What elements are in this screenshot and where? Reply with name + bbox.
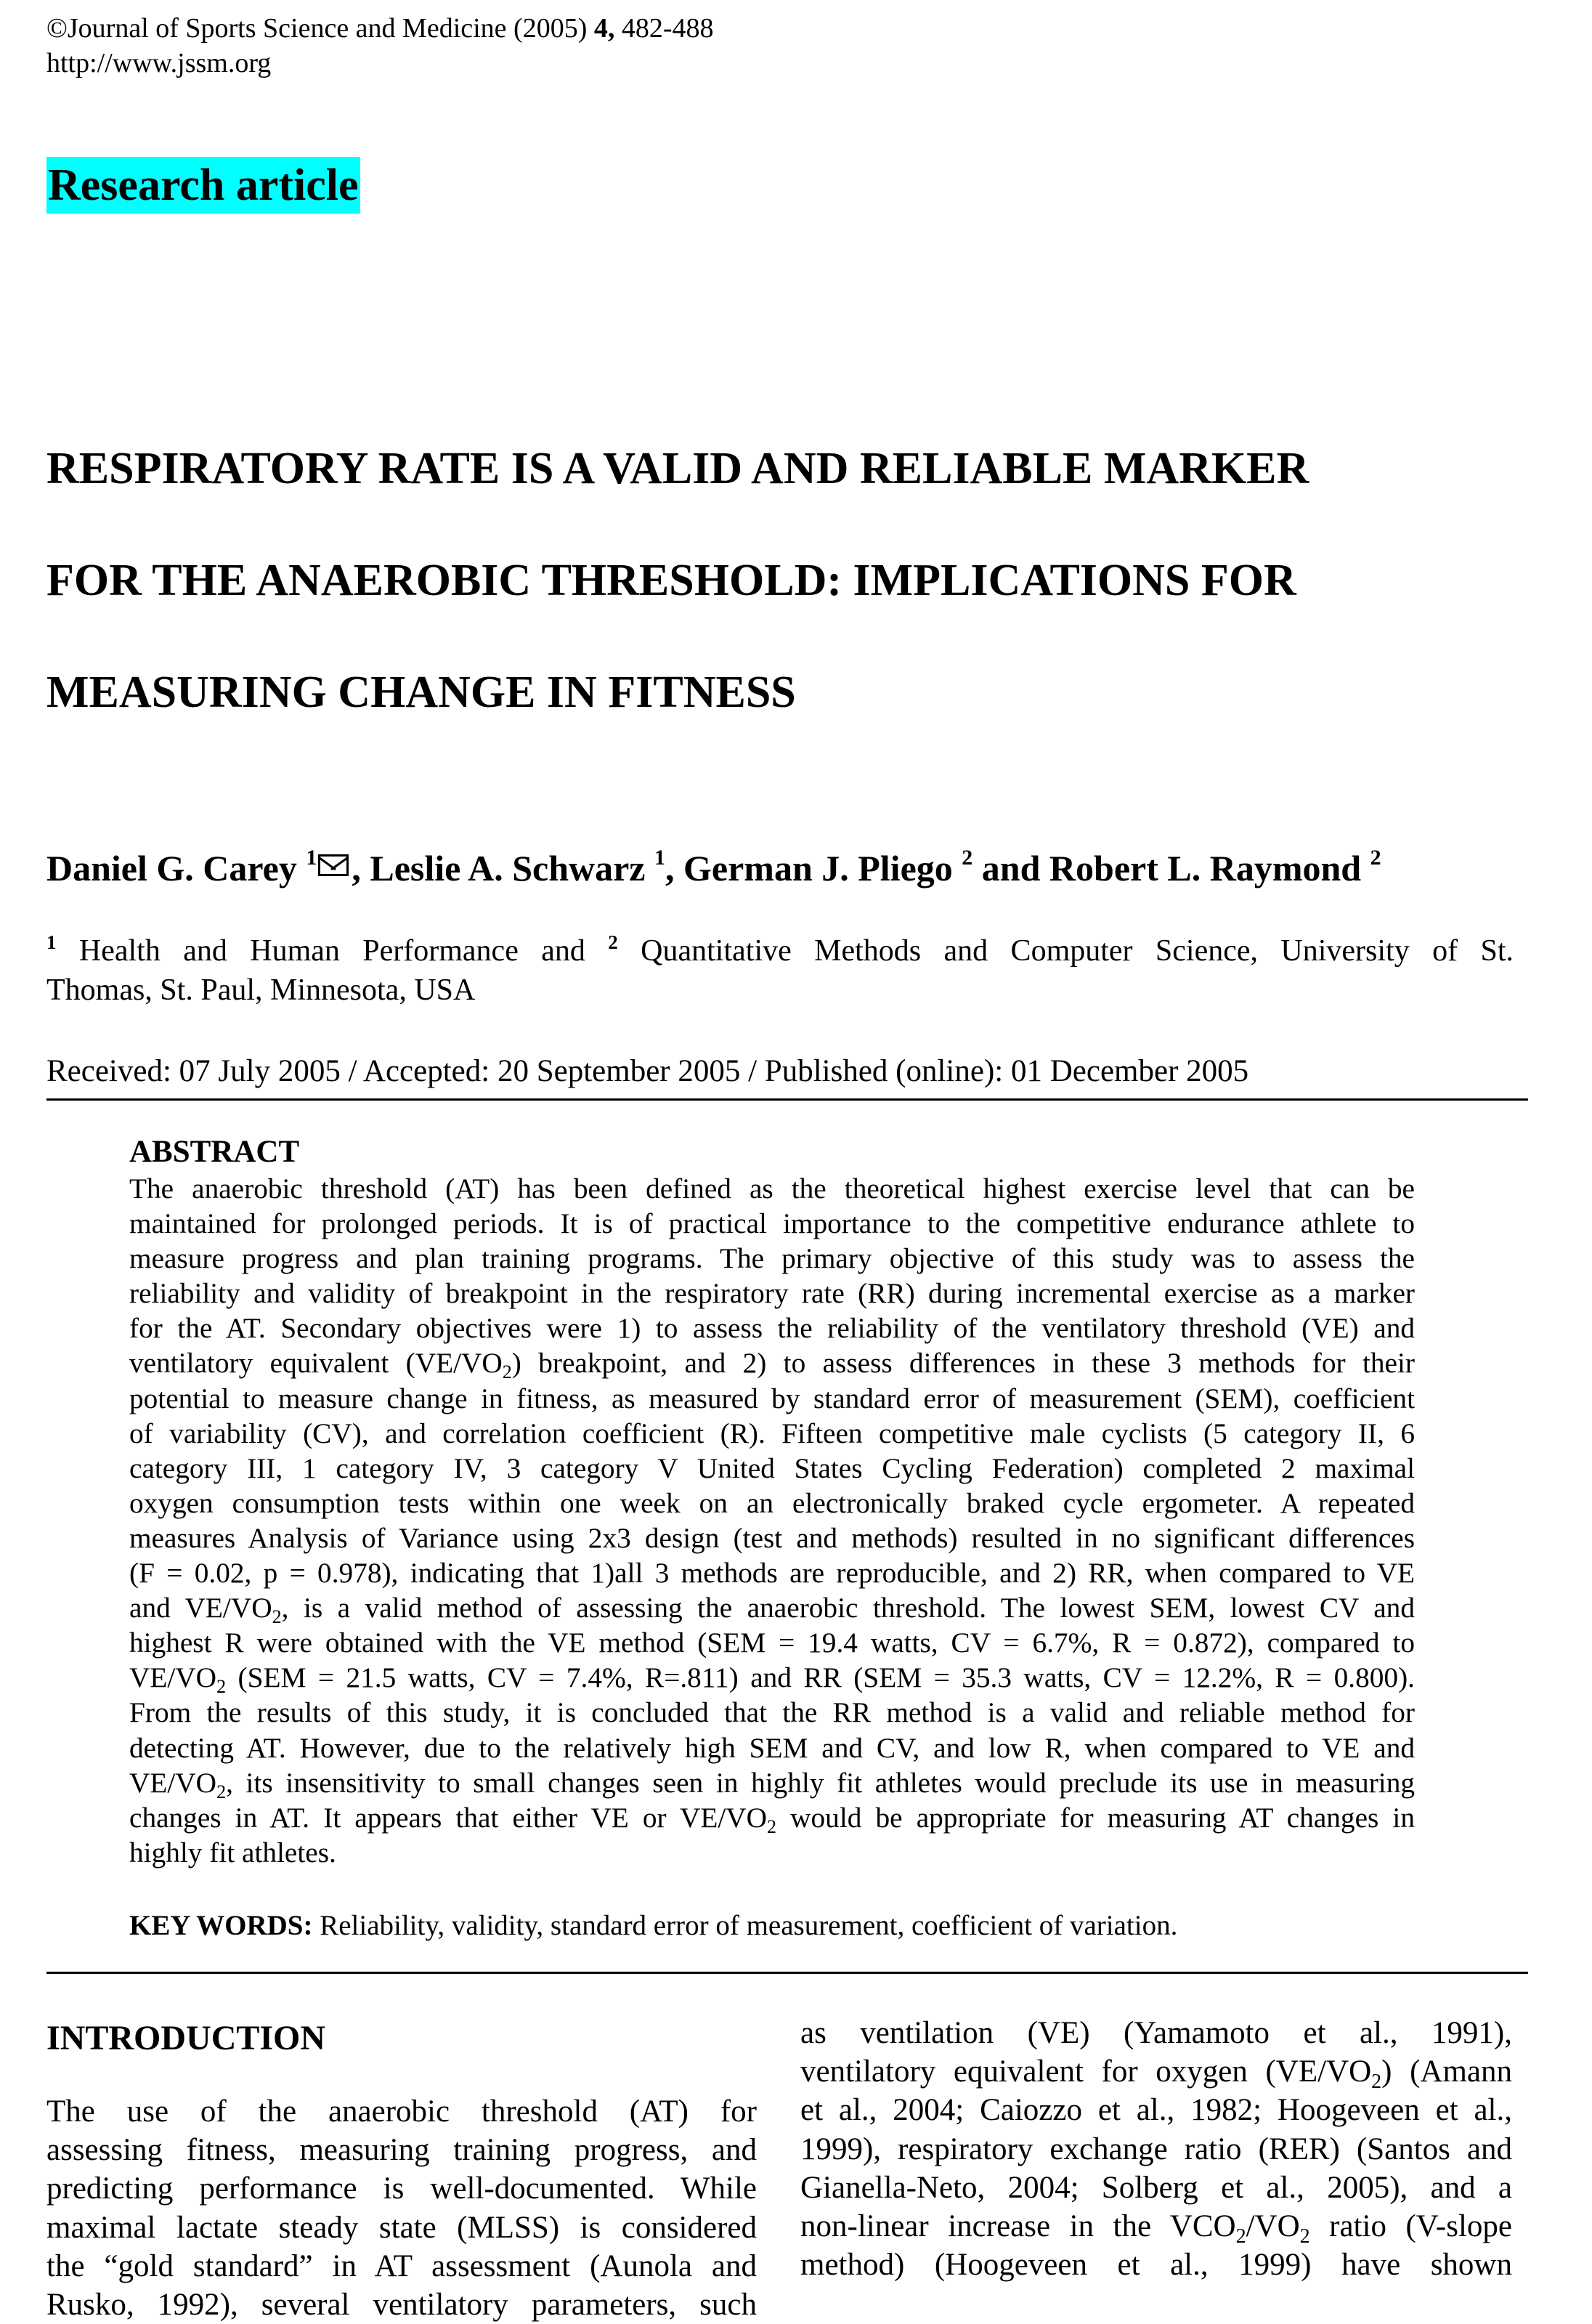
text-line: method) (Hoogeveen et al., 1999) have shown <box>800 2248 1512 2283</box>
text-line: $VE/VO_2$, its insensitivity to small changes seen in highly fit athletes would preclude its use in measuring <box>129 1766 1415 1802</box>
text-line: et al., 2004; Caiozzo et al., 1982; Hoogeveen et al., <box>800 2093 1512 2128</box>
text-line: From the results of this study, it is concluded that the RR method is a valid and reliable method for <box>129 1696 1415 1729</box>
title-line: MEASURING CHANGE IN FITNESS <box>46 668 796 717</box>
text-line: and $VE/VO_2$, is a valid method of assessing the anaerobic threshold. The lowest SEM, lowest CV and <box>129 1592 1415 1628</box>
affiliation-line: Thomas, St. Paul, Minnesota, USA <box>46 973 476 1007</box>
journal-url[interactable]: http://www.jssm.org <box>46 48 272 78</box>
abstract-section <box>129 1133 1415 1870</box>
envelope-icon[interactable] <box>318 854 349 876</box>
text-line: The anaerobic threshold (AT) has been defined as the theoretical highest exercise level that can be <box>129 1173 1415 1204</box>
abstract-body <box>129 1171 1415 1870</box>
text-line: potential to measure change in fitness, as measured by standard error of measurement (SEM), coefficient <box>129 1382 1415 1414</box>
text-line: as ventilation (VE) (Yamamoto et al., 1991), <box>800 2016 1512 2050</box>
author-affiliation-mark: 1 <box>654 846 666 870</box>
text-line: for the AT. Secondary objectives were 1) to assess the reliability of the ventilatory threshold (VE) and <box>129 1312 1415 1345</box>
author-list <box>46 843 1381 894</box>
text-line: ventilatory equivalent $(VE/VO_2)$ breakpoint, and 2) to assess differences in these 3 methods for their <box>129 1347 1416 1383</box>
keywords <box>129 1908 1177 1944</box>
journal-name: ©Journal of Sports Science and Medicine (2005) <box>46 13 594 44</box>
text-line: The use of the anaerobic threshold (AT) for <box>46 2094 757 2129</box>
text-line: reliability and validity of breakpoint in the respiratory rate (RR) during incremental exercise as a marker <box>129 1277 1415 1310</box>
text-line: measures Analysis of Variance using 2x3 design (test and methods) resulted in no significant differences <box>129 1521 1415 1554</box>
text-line: non-linear increase in the $VCO_2/VO_2$ ratio (V-slope <box>800 2209 1512 2248</box>
journal-volume: 4, <box>593 13 615 44</box>
affiliation-line: $^1$ Health and Human Performance and $^2$ Quantitative Methods and Computer Science, University of St. <box>46 931 1514 968</box>
text-line: Rusko, 1992), several ventilatory parameters, such <box>46 2288 757 2323</box>
article-type-badge: Research article <box>46 157 360 214</box>
text-line: ventilatory equivalent for oxygen $(VE/VO_2)$ (Amann <box>800 2054 1512 2094</box>
text-line: highly fit athletes. <box>129 1836 336 1868</box>
article-title <box>46 413 1535 748</box>
text-line: detecting AT. However, due to the relatively high SEM and CV, and low R, when compared to VE and <box>129 1731 1415 1764</box>
divider <box>46 1098 1528 1101</box>
keywords-text: Reliability, validity, standard error of measurement, coefficient of variation. <box>312 1910 1178 1941</box>
author-name: Robert L. Raymond <box>1049 848 1370 888</box>
author-separator: and <box>972 848 1049 888</box>
text-line: measure progress and plan training programs. The primary objective of this study was to assess the <box>129 1242 1415 1275</box>
author-separator: , <box>352 848 370 888</box>
keywords-label: KEY WORDS: <box>129 1910 313 1941</box>
text-line: category III, 1 category IV, 3 category V United States Cycling Federation) completed 2 maximal <box>129 1452 1415 1484</box>
text-line: (F = 0.02, p = 0.978), indicating that 1)all 3 methods are reproducible, and 2) RR, when compared to VE <box>129 1557 1415 1590</box>
title-line: FOR THE ANAEROBIC THRESHOLD: IMPLICATIONS FOR <box>46 556 1296 605</box>
text-line: $VE/VO_2$ (SEM = 21.5 watts, CV = 7.4%, R=.811) and RR (SEM = 35.3 watts, CV = 12.2%, R = 0.800). <box>129 1661 1415 1698</box>
text-line: maximal lactate steady state (MLSS) is considered <box>46 2210 757 2245</box>
journal-citation <box>46 10 714 46</box>
introduction-heading: INTRODUCTION <box>46 2019 326 2057</box>
text-line: oxygen consumption tests within one week on an electronically braked cycle ergometer. A repeated <box>129 1486 1415 1519</box>
divider <box>46 1972 1528 1974</box>
journal-pages: 482-488 <box>614 13 714 44</box>
text-line: 1999), respiratory exchange ratio (RER) (Santos and <box>800 2131 1512 2166</box>
affiliations <box>46 931 1514 1010</box>
introduction-right-column <box>800 2014 1512 2284</box>
title-line: RESPIRATORY RATE IS A VALID AND RELIABLE MARKER <box>46 444 1309 493</box>
publication-dates: Received: 07 July 2005 / Accepted: 20 September 2005 / Published (online): 01 December 2005 <box>46 1054 1249 1088</box>
author-affiliation-mark: 1 <box>306 846 317 870</box>
introduction-left-column <box>46 2092 757 2324</box>
author-name: German J. Pliego <box>683 848 962 888</box>
text-line: maintained for prolonged periods. It is of practical importance to the competitive endurance athlete to <box>129 1207 1415 1240</box>
text-line: Gianella-Neto, 2004; Solberg et al., 2005), and a <box>800 2170 1512 2205</box>
author-name: Leslie A. Schwarz <box>370 848 655 888</box>
text-line: of variability (CV), and correlation coefficient (R). Fifteen competitive male cyclists (5 category II, 6 <box>129 1417 1415 1449</box>
text-line: changes in AT. It appears that either VE or $VE/VO_2$ would be appropriate for measuring AT changes in <box>129 1801 1415 1837</box>
text-line: highest R were obtained with the VE method (SEM = 19.4 watts, CV = 6.7%, R = 0.872), compared to <box>129 1627 1415 1659</box>
abstract-heading: ABSTRACT <box>129 1135 300 1169</box>
text-line: assessing fitness, measuring training progress, and <box>46 2133 757 2168</box>
author-affiliation-mark: 2 <box>1370 846 1381 870</box>
text-line: the “gold standard” in AT assessment (Aunola and <box>46 2248 757 2283</box>
author-affiliation-mark: 2 <box>962 846 973 870</box>
author-separator: , <box>665 848 684 888</box>
text-line: predicting performance is well-documented. While <box>46 2171 757 2206</box>
author-name: Daniel G. Carey <box>46 848 306 888</box>
